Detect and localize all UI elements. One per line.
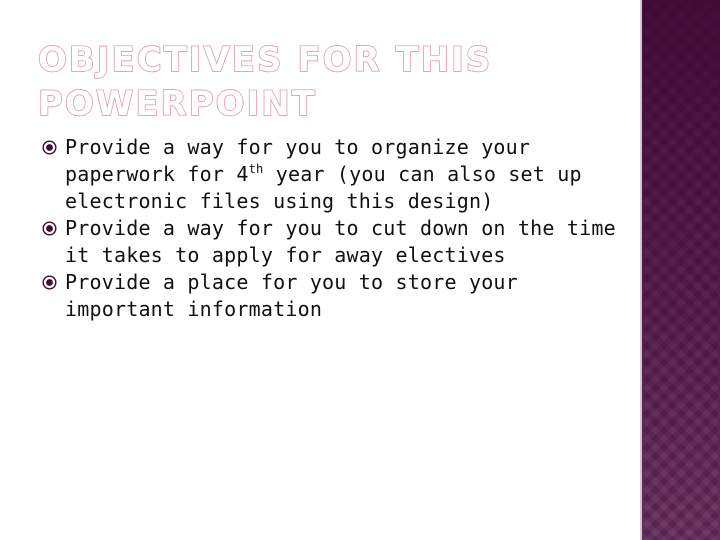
- circled-bullet-icon: [42, 275, 57, 290]
- bullet-list: [40, 134, 620, 323]
- ordinal-suffix: th: [248, 162, 264, 176]
- decorative-sidebar: [642, 0, 720, 540]
- slide-title: OBJECTIVES FOR THIS POWERPOINT: [38, 40, 493, 124]
- bullet-text-1a: Provide a way for you to organize your paperwork for 4: [65, 135, 531, 186]
- bullet-item-1: [40, 134, 620, 215]
- bullet-text-1b: year (you can also set up electronic files using this design): [65, 162, 582, 213]
- circled-bullet-icon: [42, 140, 57, 155]
- circled-bullet-icon: [42, 221, 57, 236]
- bullet-item-2: [40, 215, 620, 269]
- bullet-item-3: [40, 269, 620, 323]
- bullet-text-2: Provide a way for you to cut down on the time it takes to apply for away electives: [65, 216, 616, 267]
- bullet-text-3: Provide a place for you to store your important information: [65, 270, 518, 321]
